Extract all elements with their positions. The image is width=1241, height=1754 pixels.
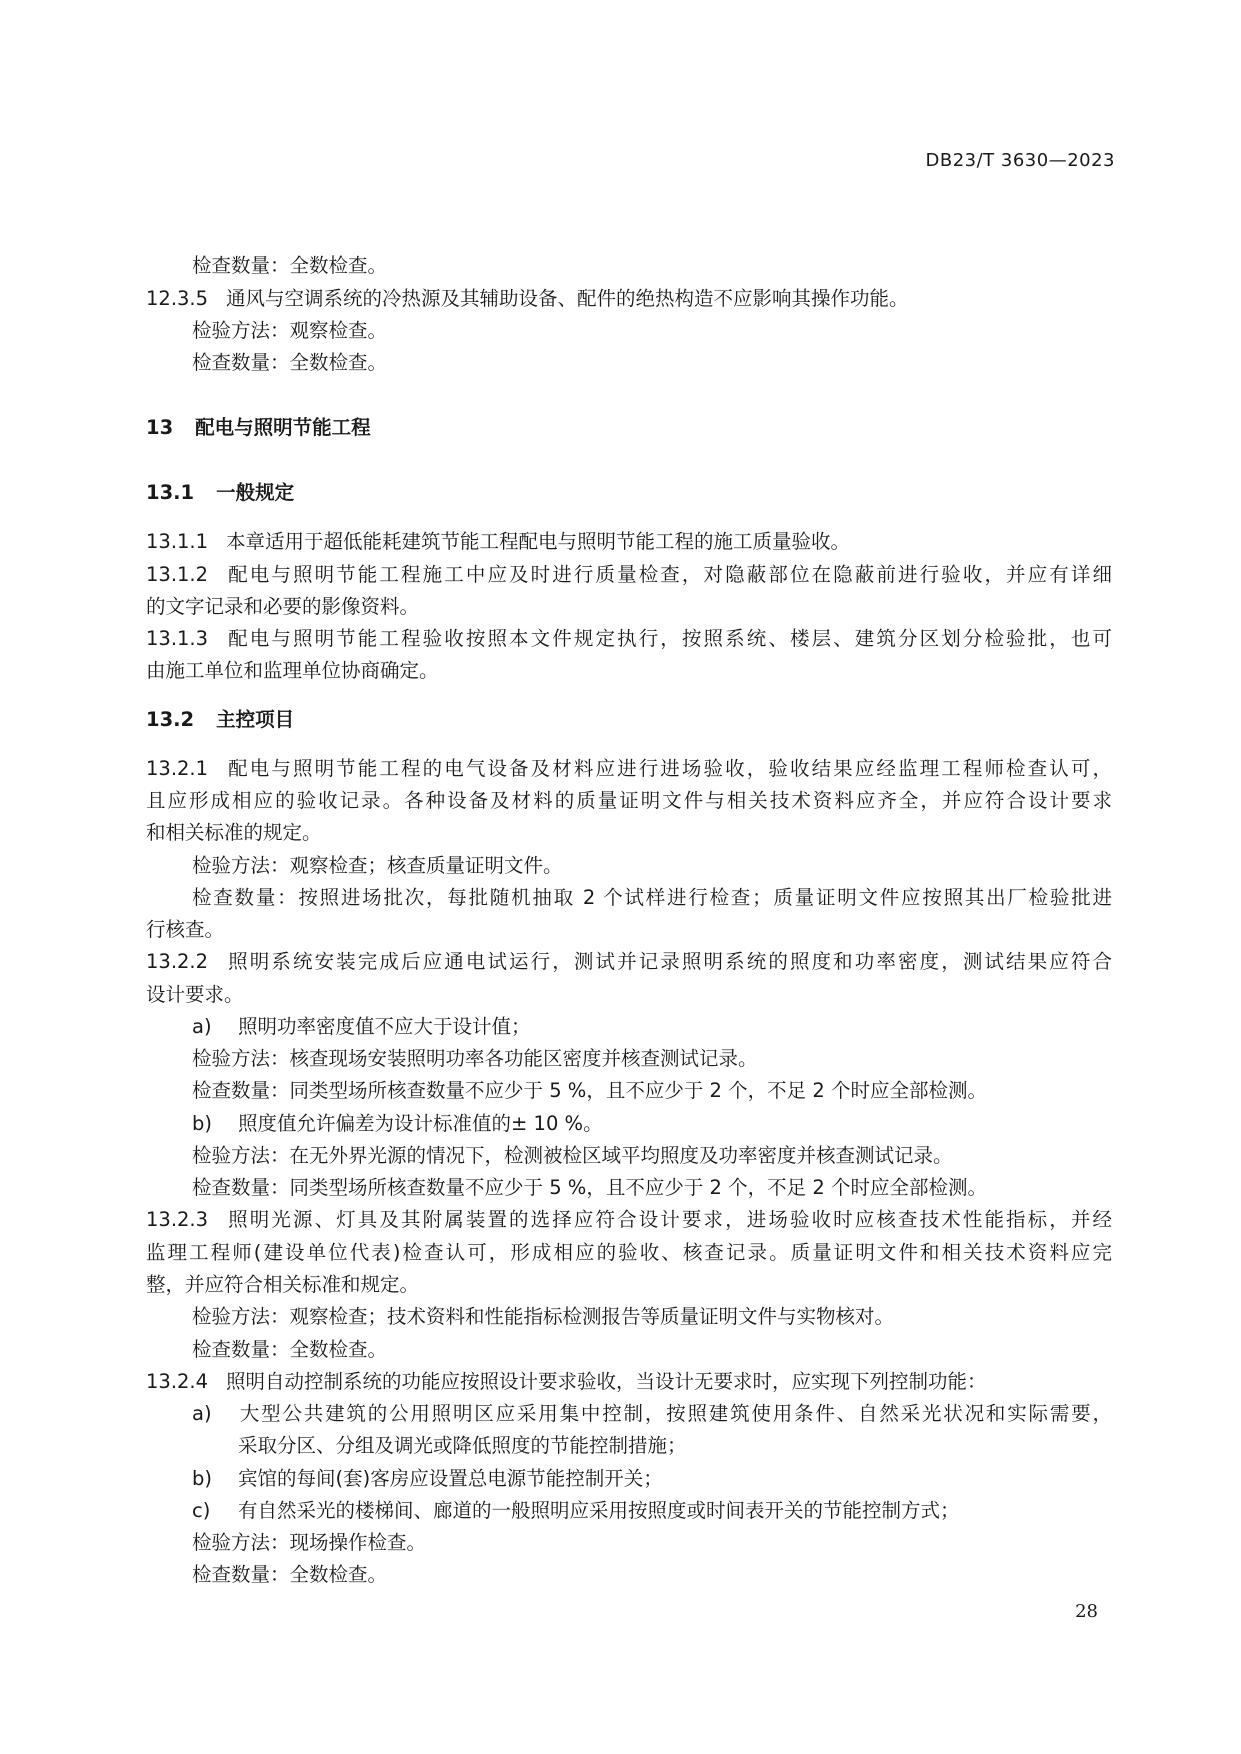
text-line: 检查数量：全数检查。 — [192, 254, 388, 277]
text-line: 的文字记录和必要的影像资料。 — [146, 595, 420, 618]
list-item-a: a) 照明功率密度值不应大于设计值； — [192, 1015, 531, 1038]
text-line: 检查数量：同类型场所核查数量不应少于 5 %，且不应少于 2 个，不足 2 个时应全部检测。 — [192, 1176, 987, 1199]
text-line: 检验方法：观察检查。 — [192, 319, 388, 342]
text-line: 监理工程师(建设单位代表)检查认可，形成相应的验收、核查记录。质量证明文件和相关技术资料应完 — [146, 1241, 1112, 1264]
text-line: 检验方法：观察检查；技术资料和性能指标检测报告等质量证明文件与实物核对。 — [192, 1305, 895, 1328]
clause-13-1-3: 13.1.3 配电与照明节能工程验收按照本文件规定执行，按照系统、楼层、建筑分区划分检验批，也可 — [146, 627, 1112, 650]
list-item-b: b) 照度值允许偏差为设计标准值的± 10 %。 — [192, 1112, 603, 1135]
text-line: 检查数量：全数检查。 — [192, 1563, 388, 1586]
text-line: 采取分区、分组及调光或降低照度的节能控制措施； — [238, 1434, 687, 1457]
page-number: 28 — [1075, 1601, 1098, 1622]
clause-13-2-3: 13.2.3 照明光源、灯具及其附属装置的选择应符合设计要求，进场验收时应核查技术性能指标，并经 — [146, 1208, 1112, 1231]
text-line: 检验方法：核查现场安装照明功率各功能区密度并核查测试记录。 — [192, 1047, 758, 1070]
clause-13-2-1: 13.2.1 配电与照明节能工程的电气设备及材料应进行进场验收，验收结果应经监理工程师检查认可， — [146, 757, 1112, 780]
section-heading-13-1: 13.1 一般规定 — [146, 481, 295, 504]
text-line: 检查数量：全数检查。 — [192, 1338, 388, 1361]
text-line: 检查数量：同类型场所核查数量不应少于 5 %，且不应少于 2 个，不足 2 个时应全部检测。 — [192, 1079, 987, 1102]
list-item-c: c) 有自然采光的楼梯间、廊道的一般照明应采用按照度或时间表开关的节能控制方式； — [192, 1499, 960, 1522]
text-line: 检查数量：按照进场批次，每批随机抽取 2 个试样进行检查；质量证明文件应按照其出厂检验批进 — [192, 886, 1112, 909]
clause-13-2-2: 13.2.2 照明系统安装完成后应通电试运行，测试并记录照明系统的照度和功率密度，测试结果应符合 — [146, 950, 1112, 973]
text-line: 由施工单位和监理单位协商确定。 — [146, 659, 439, 682]
chapter-heading-13: 13 配电与照明节能工程 — [146, 416, 371, 439]
list-item-a: a) 大型公共建筑的公用照明区应采用集中控制，按照建筑使用条件、自然采光状况和实际需要， — [192, 1402, 1112, 1425]
clause-13-1-2: 13.1.2 配电与照明节能工程施工中应及时进行质量检查，对隐蔽部位在隐蔽前进行验收，并应有详细 — [146, 563, 1112, 586]
text-line: 检验方法：现场操作检查。 — [192, 1531, 427, 1554]
text-line: 检验方法：在无外界光源的情况下，检测被检区域平均照度及功率密度并核查测试记录。 — [192, 1144, 953, 1167]
text-line: 检查数量：全数检查。 — [192, 351, 388, 374]
text-line: 行核查。 — [146, 918, 225, 941]
text-line: 且应形成相应的验收记录。各种设备及材料的质量证明文件与相关技术资料应齐全，并应符合设计要求 — [146, 789, 1112, 812]
clause-12-3-5: 12.3.5 通风与空调系统的冷热源及其辅助设备、配件的绝热构造不应影响其操作功能。 — [146, 287, 909, 310]
list-item-b: b) 宾馆的每间(套)客房应设置总电源节能控制开关； — [192, 1467, 663, 1490]
text-line: 和相关标准的规定。 — [146, 821, 322, 844]
section-heading-13-2: 13.2 主控项目 — [146, 708, 295, 731]
document-code: DB23/T 3630—2023 — [925, 150, 1115, 171]
clause-13-2-4: 13.2.4 照明自动控制系统的功能应按照设计要求验收，当设计无要求时，应实现下列控制功能： — [146, 1370, 987, 1393]
text-line: 检验方法：观察检查；核查质量证明文件。 — [192, 854, 563, 877]
text-line: 设计要求。 — [146, 983, 244, 1006]
text-line: 整，并应符合相关标准和规定。 — [146, 1273, 420, 1296]
clause-13-1-1: 13.1.1 本章适用于超低能耗建筑节能工程配电与照明节能工程的施工质量验收。 — [146, 530, 851, 553]
